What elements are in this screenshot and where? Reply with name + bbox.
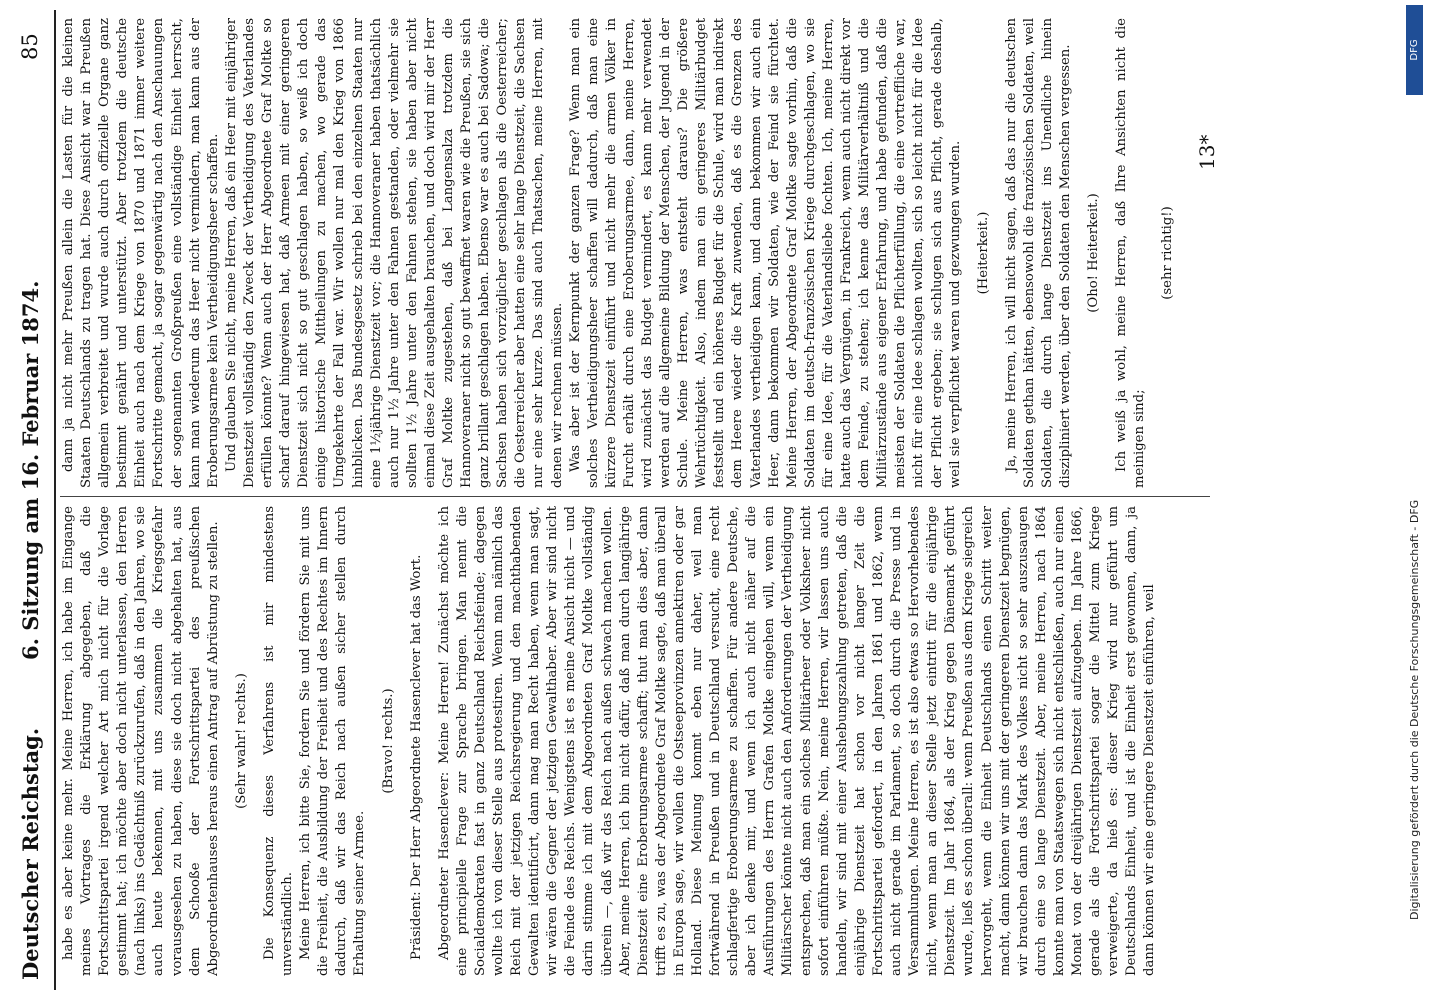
paragraph-speech: Abgeordneter Hasenclever: Meine Herren! Zunächst möchte ich eine principielle Frage zur Sprache bringen. Man nennt die Socialdemokraten fast in ganz Deutschland Reichsfeinde; dagegen wollte ich von dieser Stelle aus protestiren. Wenn man nämlich das Reich mit der jetzigen Reichsregierung und den machthabenden Gewalten identificirt, dann mag man Recht haben, wenn man sagt, wir wären die Gegner der jetzigen Gewalthaber. Aber wir sind nicht die Feinde des Reichs. Wenigstens ist es meine Ansicht nicht — und darin stimme ich mit dem Abgeordneten Graf Moltke vollständig überein —, daß wir das Reich nach außen schwach machen wollen. Aber, meine Herren, ich bin nicht dafür, daß man durch langjährige Dienstzeit eine Eroberungsarmee schafft; thut man dies aber, dann trifft es zu, was der Abgeordnete Graf Moltke sagte, daß man überall in Europa sage, wir wollen die Ostseeprovinzen annektiren oder gar Holland. Diese Meinung kommt eben nur daher, weil man fortwährend in Preußen und in Deutschland versucht, eine recht schlagfertige Eroberungsarmee zu schaffen. Für andere Deutsche, aber ich denke mir, und wenn ich auch nicht näher auf die Ausführungen des Herrn Grafen Moltke eingehen will, wenn ein Militärscher könnte nicht auch den Anforderungen der Vertheidigung entsprechen, daß man ein solches Militärheer oder Volksheer nicht sofort einführen müßte. Nein, meine Herren, wir lassen uns auch handeln, wir sind mit einer Aushebungszahlung getreten, daß die einjährige Dienstzeit hat schon vor nicht langer Zeit die Fortschrittspartei gefordert, in den Jahren 1861 und 1862, wenn auch nicht gerade im Parlament, so doch durch die Presse und in Versammlungen. Meine Herren, es ist also etwas so Hervorhebendes nicht, wenn man an dieser Stelle jetzt eintritt für die einjährige Dienstzeit. Im Jahr 1864, als der Krieg gegen Dänemark geführt wurde, ließ es schon überall: wenn Preußen aus dem Kriege siegreich hervorgeht, wenn die Einheit Deutschlands einen Schritt weiter macht, dann können wir uns mit der geringeren Dienstzeit begnügen, wir brauchen dann das Mark des Volkes nicht so sehr auszusaugen durch eine so lange Dienstzeit. Aber, meine Herren, nach 1864 konnte man von Staatswegen sich nicht entschließen, auch nur einen Monat von der dreijährigen Dienstzeit aufzugeben. Im Jahre 1866, gerade als die Fortschrittspartei sogar die Mittel zum Kriege verweigerte, da hieß es: dieser Krieg wird nur geführt um Deutschlands Einheit, und ist die Einheit erst gewonnen, dann, ja dann können wir eine geringere Dienstzeit einführen, weil — [436, 506, 1158, 976]
running-header — [12, 20, 52, 980]
interjection: (Bravo! rechts.) — [380, 688, 396, 794]
dfg-logo: DFG — [1406, 5, 1423, 95]
left-column — [60, 506, 1210, 976]
paragraph-president: Präsident: Der Herr Abgeordnete Hasenclever hat das Wort. — [408, 554, 424, 960]
paragraph: Und glauben Sie nicht, meine Herren, daß ein Heer mit einjähriger Dienstzeit vollständig den Zweck der Vertheidigung des Vaterlandes erfüllen könnte? Wenn auch der Herr Abgeordnete Graf Moltke so scharf darauf hingewiesen hat, daß Armeen mit einer geringeren Dienstzeit sich nicht so gut geschlagen haben, so weiß ich doch einige historische Mittheilungen zu machen, wo gerade das Umgekehrte der Fall war. Wir wollen nur mal den Krieg von 1866 hinblicken. Das Bundesgesetz schrieb bei den einzelnen Staaten nur eine 1½jährige Dienstzeit vor; die Hannoveraner haben thatsächlich auch nur 1½ Jahre unter den Fahnen gestanden, oder vielmehr sie sollten 1½ Jahre unter den Fahnen stehen, sie haben aber nicht einmal diese Zeit ausgehalten brauchen, und doch wird mir der Herr Graf Moltke zugestehen, daß bei Langensalza trotzdem die Hannoveraner nicht so gut bewaffnet waren wie die Preußen, sie sich ganz brillant geschlagen haben. Ebenso war es auch bei Sadowa; die Sachsen haben sich vorzüglicher geschlagen als die Oesterreicher; die Oesterreicher aber hatten eine sehr lange Dienstzeit, die Sachsen nur eine sehr kurze. Das sind auch Thatsachen, meine Herren, mit denen wir rechnen müssen. — [223, 18, 565, 488]
column-divider — [60, 496, 1210, 497]
interjection: (Oho! Heiterkeit.) — [1086, 193, 1102, 313]
header-rule — [54, 10, 56, 990]
paragraph: dann ja nicht mehr Preußen allein die Lasten für die kleinen Staaten Deutschlands zu tragen hat. Diese Ansicht war in Preußen allgemein verbreitet und wurde auch durch offizielle Organe ganz bestimmt genährt und unterstützt. Aber trotzdem die deutsche Einheit auch nach dem Kriege von 1870 und 1871 immer weitere Fortschritte gemacht, ja sogar gegenwärtig nach den Anschauungen der sogenannten Großpreußen eine vollständige Einheit herrscht, kann man wiederum das Heer nicht vermindern, man kann aus der Eroberungsarmee kein Vertheidigungsheer schaffen. — [61, 18, 221, 488]
paragraph: habe es aber keine mehr. Meine Herren, ich habe im Eingange meines Vortrages die Erklärung abgegeben, daß die Fortschrittspartei irgend welcher Art mich nicht für die Vorlage gestimmt hat; ich möchte aber doch nicht unterlassen, den Herren (nach links) ins Gedächtniß zurückzurufen, daß in den Jahren, wo sie auch heute bekennen, mit uns zusammen die Kriegsgefahr vorausgesehen zu haben, diese sie doch nicht abgehalten hat, aus dem Schooße der Fortschrittspartei des preußischen Abgeordnetenhauses heraus einen Antrag auf Abrüstung zu stellen. — [61, 506, 221, 976]
interjection: (Heiterkeit.) — [975, 211, 991, 295]
interjection: (sehr richtig!) — [1160, 206, 1176, 300]
signature-mark: 13* — [1195, 134, 1219, 170]
interjection: (Sehr wahr! rechts.) — [233, 673, 249, 809]
digitization-credit: Digitalisierung gefördert durch die Deutsche Forschungsgemeinschaft - DFG — [1408, 499, 1421, 920]
header-publication: Deutscher Reichstag. — [18, 727, 43, 980]
paragraph: Ich weiß ja wohl, meine Herren, daß Ihre Ansichten nicht die meinigen sind; — [1114, 18, 1148, 488]
header-session: 6. Sitzung am 16. Februar 1874. — [18, 280, 43, 660]
paragraph: Was aber ist der Kernpunkt der ganzen Frage? Wenn man ein solches Vertheidigungsheer schaffen will dadurch, daß man eine kürzere Dienstzeit einführt und nicht mehr die armen Völker in Furcht erhält durch eine Eroberungsarmee, dann, meine Herren, wird zunächst das Budget vermindert, es kann mehr verwendet werden auf die allgemeine Bildung der Menschen, der Jugend in der Schule. Meine Herren, was entsteht daraus? Die größere Wehrtüchtigkeit. Also, indem man ein geringeres Militärbudget feststellt und ein höheres Budget für die Schule, wird man indirekt dem Heere wieder die Kraft zuwenden, daß es die Grenzen des Vaterlandes vertheidigen kann, und dann bekommen wir auch ein Heer, dann bekommen wir Soldaten, wie der Feind sie fürchtet. Meine Herren, der Abgeordnete Graf Moltke sagte vorhin, daß die Soldaten im deutsch-französischen Kriege durchgeschlagen, wo sie für eine Idee, für die Vaterlandsliebe fochten. Ich, meine Herren, hatte auch das Vergnügen, in Frankreich, wenn auch nicht direkt vor dem Feinde, zu stehen; ich kenne das Militärverhältniß und die Militärzustände aus eigener Erfahrung, und habe gefunden, daß die meisten der Soldaten die Pflichterfüllung, die eine vortreffliche war, nicht für eine Idee schlagen wollten, sich so leicht nicht für die Idee der Pflicht ergeben; sie schlugen sich aus Pflicht, gerade deshalb, weil sie verpflichtet waren und gezwungen wurden. — [567, 18, 963, 488]
right-column — [60, 18, 1210, 488]
paragraph: Die Konsequenz dieses Verfahrens ist mir mindestens unverständlich. — [261, 506, 296, 976]
page-number: 85 — [18, 33, 42, 60]
paragraph: Ja, meine Herren, ich will nicht sagen, daß das nur die deutschen Soldaten gethan hätten, ebensowohl die französischen Soldaten, weil Soldaten, die durch lange Dienstzeit ins Unendliche hinein diszipliniert werden, über den Soldaten den Menschen vergessen. — [1003, 18, 1074, 488]
paragraph: Meine Herren, ich bitte Sie, fordern Sie und fördern Sie mit uns die Freiheit, die Ausbildung der Freiheit und des Rechtes im Innern dadurch, daß wir das Reich nach außen sicher stellen durch Erhaltung seiner Armee. — [298, 506, 368, 976]
